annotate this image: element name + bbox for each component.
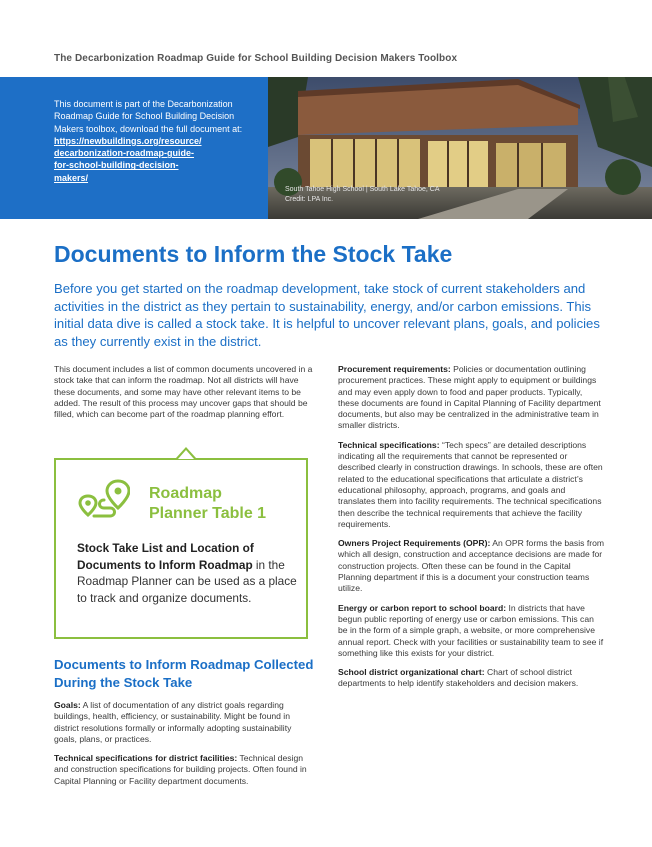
document-item — [338, 538, 604, 594]
banner-description: This document is part of the Decarbonization Roadmap Guide for School Building Decision Makers toolbox, download the full document at: — [54, 99, 243, 134]
stock-take-description: This document includes a list of common documents uncovered in a stock take that can inform the roadmap. Not all districts will have these documents, and some may have other relevant items to be added. The result of this process may uncover gaps that should be filled, which can become part of the roadmap planning effort. — [54, 364, 313, 420]
document-term: Procurement requirements: — [338, 364, 451, 374]
document-description: “Tech specs” are detailed descriptions indicating all the requirements that cannot be represented or described clearly in construction drawings. In schools, these are often related to the educational specifications that articulate a district’s educational philosophy, approach, programs, and goals and translates them into facility requirements. The technical specifications then describe the technical requirements that achieve the facility requirements. — [338, 439, 603, 529]
document-description: In districts that have begun public reporting of energy use or carbon emissions. This can be in the form of a simple graph, a website, or more comprehensive annual report. Check with your facilities or sustainability team to see if something like this exists for your district. — [338, 602, 604, 658]
document-item — [338, 603, 604, 659]
route-pin-icon — [78, 478, 130, 524]
page-title: Documents to Inform the Stock Take — [54, 241, 453, 267]
document-term: Technical specifications: — [338, 439, 440, 450]
link-line[interactable]: https://newbuildings.org/resource/ — [54, 135, 202, 146]
photo-caption: South Tahoe High School | South Lake Tahoe, CA Credit: LPA Inc. — [285, 186, 440, 203]
planner-title-line: Planner Table 1 — [149, 504, 267, 522]
document-description: Technical design and construction specifications for building projects. Often found in Capital Planning or Facility department documents. — [54, 753, 307, 786]
document-term: Technical specifications for district facilities: — [54, 753, 238, 764]
link-line[interactable]: decarbonization-roadmap-guide- — [54, 148, 195, 159]
planner-body-text: in the Roadmap Planner can be used as a place to track and organize documents. — [77, 557, 297, 605]
document-term: School district organizational chart: — [338, 667, 485, 678]
planner-callout — [54, 458, 308, 639]
planner-title — [149, 484, 299, 523]
document-item — [338, 440, 604, 530]
document-item — [54, 753, 314, 787]
intro-paragraph: Before you get started on the roadmap development, take stock of current stakeholders and activities in the district as they pertain to sustainability, energy, and/or carbon emissions. This initial data dive is called a stock take. It is helpful to uncover relevant plans, goals, and policies as they currently exist in the district. — [54, 281, 600, 349]
collected-heading: Documents to Inform Roadmap Collected During the Stock Take — [54, 657, 314, 690]
document-description: An OPR forms the basis from which all design, construction and acceptance decisions are made for construction projects. Often these can be found in the Capital Planning department if this is a document your construction teams utilize. — [338, 538, 605, 594]
planner-table-name: Stock Take List and Location of Documents to Inform Roadmap — [77, 541, 254, 572]
document-item — [338, 667, 604, 690]
document-description: Chart of school district departments to help identify stakeholders and decision makers. — [338, 667, 579, 689]
document-term: Owners Project Requirements (OPR): — [338, 538, 491, 549]
right-column — [338, 364, 604, 698]
planner-description — [77, 540, 303, 606]
callout-pointer-fill — [178, 450, 194, 459]
document-term: Goals: — [54, 700, 81, 710]
collected-list — [54, 700, 314, 795]
document-term: Energy or carbon report to school board: — [338, 602, 507, 613]
banner-text — [54, 98, 254, 184]
document-description: A list of documentation of any district goals regarding buildings, health, efficiency, or sustainability. Might be found in district resolutions formally or informally adopting sustainability goals, plans, or practices. — [54, 700, 292, 744]
document-item — [338, 364, 604, 432]
planner-title-line: Roadmap — [149, 485, 222, 502]
download-link[interactable] — [54, 135, 254, 184]
document-description: Policies or documentation outlining procurement practices. These might apply to equipment or buildings and may even apply down to food and paper products. Typically, these documents are found in Capital Planning of Facility department documents, but also may be centralized in the administrative team in smaller districts. — [338, 364, 601, 431]
banner — [0, 77, 652, 219]
link-line[interactable]: makers/ — [54, 172, 89, 183]
top-margin — [0, 0, 652, 46]
banner-info-panel — [0, 77, 268, 219]
link-line[interactable]: for-school-building-decision- — [54, 160, 179, 171]
document-item — [54, 700, 314, 745]
toolkit-title: The Decarbonization Roadmap Guide for School Building Decision Makers Toolbox — [54, 53, 458, 64]
left-column — [54, 364, 316, 420]
